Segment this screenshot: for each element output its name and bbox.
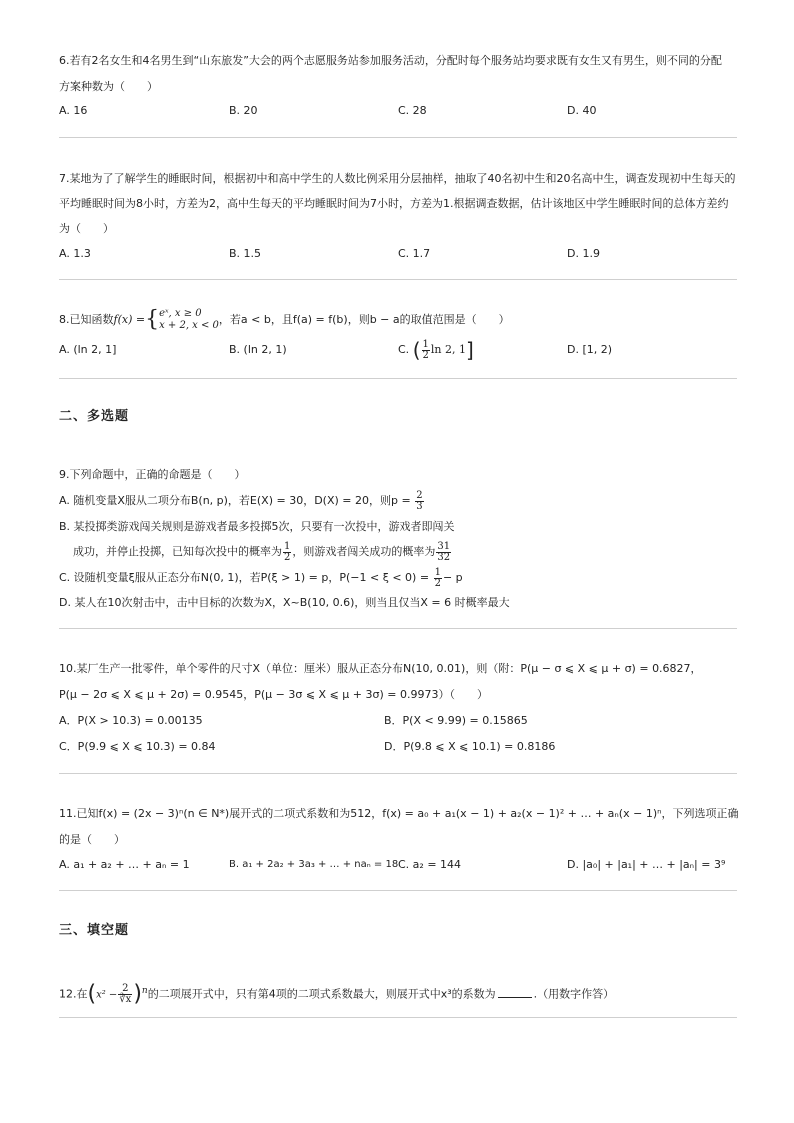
q9-option-a bbox=[59, 487, 425, 515]
q6-line1: 6.若有2名女生和4名男生到“山东旅发”大会的两个志愿服务站参加服务活动，分配时每个服务站均要求既有女生又有男生，则不同的分配 bbox=[59, 54, 722, 67]
separator bbox=[59, 628, 737, 629]
answer-blank[interactable] bbox=[498, 997, 532, 998]
q12-exponent: n bbox=[141, 986, 148, 996]
q8-option-c-label: C. bbox=[398, 343, 410, 356]
q11-option-d: D. |a₀| + |a₁| + … + |aₙ| = 3⁹ bbox=[567, 858, 726, 871]
q9-stem: 9.下列命题中，正确的命题是（ ） bbox=[59, 468, 246, 481]
q9-option-c-fraction bbox=[434, 568, 442, 589]
q7-option-a: A. 1.3 bbox=[59, 247, 91, 260]
section-title-multiple-choice: 二、多选题 bbox=[59, 409, 130, 424]
separator bbox=[59, 279, 737, 280]
separator bbox=[59, 890, 737, 891]
q8-case1: eˣ, x ≥ 0 bbox=[159, 308, 202, 319]
q6-option-a: A. 16 bbox=[59, 104, 88, 117]
fraction-numerator: 1 bbox=[284, 540, 291, 552]
q10-line1: 10.某厂生产一批零件，单个零件的尺寸X（单位：厘米）服从正态分布N(10, 0.01)，则（附：P(μ − σ ⩽ X ⩽ μ + σ) = 0.6827， bbox=[59, 662, 702, 675]
fraction-numerator: 1 bbox=[434, 566, 441, 578]
fraction-denominator: 2 bbox=[422, 349, 429, 361]
q10-option-c: C．P(9.9 ⩽ X ⩽ 10.3) = 0.84 bbox=[59, 740, 216, 753]
q8-option-c-fraction bbox=[422, 340, 430, 361]
q8-option-b: B. (ln 2, 1) bbox=[229, 343, 287, 356]
q9-option-d: D. 某人在10次射击中，击中目标的次数为X，X~B(10, 0.6)，则当且仅当X = 6 时概率最大 bbox=[59, 596, 510, 609]
q7-line3: 为（ ） bbox=[59, 222, 114, 235]
q8-case2: x + 2, x < 0 bbox=[159, 320, 219, 331]
right-paren-icon: ) bbox=[133, 981, 142, 1007]
q8-fx: f(x) = bbox=[113, 313, 146, 326]
q9-option-b-line2 bbox=[73, 538, 452, 566]
q12-text: 的二项展开式中，只有第4项的二项式系数最大，则展开式中x³的系数为 bbox=[147, 987, 496, 1001]
q10-option-a: A．P(X > 10.3) = 0.00135 bbox=[59, 714, 203, 727]
q9-option-b-line1: B. 某投掷类游戏闯关规则是游戏者最多投掷5次，只要有一次投中，游戏者即闯关 bbox=[59, 520, 455, 533]
left-brace-icon: { bbox=[145, 307, 160, 332]
q9-option-b-text-b: ，则游戏者闯关成功的概率为 bbox=[292, 545, 436, 558]
left-paren-icon: ( bbox=[412, 338, 421, 362]
q7-option-d: D. 1.9 bbox=[567, 247, 600, 260]
q10-option-b: B．P(X < 9.99) = 0.15865 bbox=[384, 714, 528, 727]
q8-prefix: 8.已知函数 bbox=[59, 313, 114, 326]
fraction-numerator: 1 bbox=[422, 338, 429, 350]
q6-option-b: B. 20 bbox=[229, 104, 258, 117]
q12-expression-term: x² − bbox=[96, 989, 118, 1001]
q12-expression-fraction bbox=[118, 984, 132, 1005]
left-paren-icon: ( bbox=[87, 981, 97, 1007]
q11-option-b: B. a₁ + 2a₂ + 3a₃ + … + naₙ = 18 bbox=[229, 859, 399, 870]
separator bbox=[59, 1017, 737, 1018]
q7-option-c: C. 1.7 bbox=[398, 247, 431, 260]
q11-option-c: C. a₂ = 144 bbox=[398, 858, 462, 871]
q9-option-b-fraction1 bbox=[283, 542, 291, 563]
q9-option-b-fraction2 bbox=[436, 542, 451, 563]
q11-option-a: A. a₁ + a₂ + … + aₙ = 1 bbox=[59, 858, 190, 871]
q11-line2: 的是（ ） bbox=[59, 833, 125, 846]
q12-suffix: .（用数字作答） bbox=[533, 987, 615, 1001]
q9-option-a-fraction bbox=[415, 491, 423, 512]
separator bbox=[59, 378, 737, 379]
fraction-denominator: 2 bbox=[284, 551, 291, 563]
q8-option-c bbox=[398, 336, 474, 364]
q8-option-a: A. (ln 2, 1] bbox=[59, 343, 117, 356]
q12-stem bbox=[59, 975, 614, 1012]
q9-option-c-rest: − p bbox=[442, 571, 463, 584]
right-bracket-icon: ] bbox=[465, 338, 474, 362]
q6-option-d: D. 40 bbox=[567, 104, 597, 117]
q7-line2: 平均睡眠时间为8小时，方差为2，高中生每天的平均睡眠时间为7小时，方差为1.根据调查数据，估计该地区中学生睡眠时间的总体方差约 bbox=[59, 197, 729, 210]
q10-line2: P(μ − 2σ ⩽ X ⩽ μ + 2σ) = 0.9545，P(μ − 3σ ⩽ X ⩽ μ + 3σ) = 0.9973）（ ） bbox=[59, 688, 488, 701]
q9-option-b-text-a: 成功，并停止投掷，已知每次投中的概率为 bbox=[73, 545, 282, 558]
fraction-denominator: 3 bbox=[416, 500, 423, 512]
fraction-numerator: 2 bbox=[416, 489, 423, 501]
q8-stem bbox=[59, 306, 510, 334]
fraction-denominator: ∛x bbox=[119, 994, 132, 1006]
q8-option-c-rest: ln 2, 1 bbox=[430, 343, 466, 356]
fraction-numerator: 2 bbox=[118, 984, 132, 995]
fraction-denominator: 32 bbox=[437, 551, 451, 563]
q11-line1: 11.已知f(x) = (2x − 3)ⁿ(n ∈ N*)展开式的二项式系数和为512，f(x) = a₀ + a₁(x − 1) + a₂(x − 1)² + … + aₙ(x − 1)ⁿ，下列选项正确 bbox=[59, 807, 739, 820]
fraction-numerator: 31 bbox=[437, 540, 451, 552]
q8-suffix: ，若a < b，且f(a) = f(b)，则b − a的取值范围是（ ） bbox=[218, 313, 510, 326]
q9-option-a-text: A. 随机变量X服从二项分布B(n, p)，若E(X) = 30，D(X) = 20，则p = bbox=[59, 494, 411, 507]
q12-prefix: 12.在 bbox=[59, 987, 88, 1001]
q6-line2: 方案种数为（ ） bbox=[59, 80, 158, 93]
q10-option-d: D．P(9.8 ⩽ X ⩽ 10.1) = 0.8186 bbox=[384, 740, 556, 753]
q7-option-b: B. 1.5 bbox=[229, 247, 262, 260]
separator bbox=[59, 773, 737, 774]
separator bbox=[59, 137, 737, 138]
q6-option-c: C. 28 bbox=[398, 104, 427, 117]
q7-line1: 7.某地为了了解学生的睡眠时间，根据初中和高中学生的人数比例采用分层抽样，抽取了40名初中生和20名高中生，调查发现初中生每天的 bbox=[59, 172, 736, 185]
q8-cases bbox=[159, 308, 219, 332]
q9-option-c bbox=[59, 564, 463, 592]
q9-option-c-text: C. 设随机变量ξ服从正态分布N(0, 1)，若P(ξ > 1) = p，P(−1 < ξ < 0) = bbox=[59, 571, 430, 584]
fraction-denominator: 2 bbox=[434, 577, 441, 589]
q8-option-d: D. [1, 2) bbox=[567, 343, 613, 356]
section-title-fill-in: 三、填空题 bbox=[59, 923, 130, 938]
